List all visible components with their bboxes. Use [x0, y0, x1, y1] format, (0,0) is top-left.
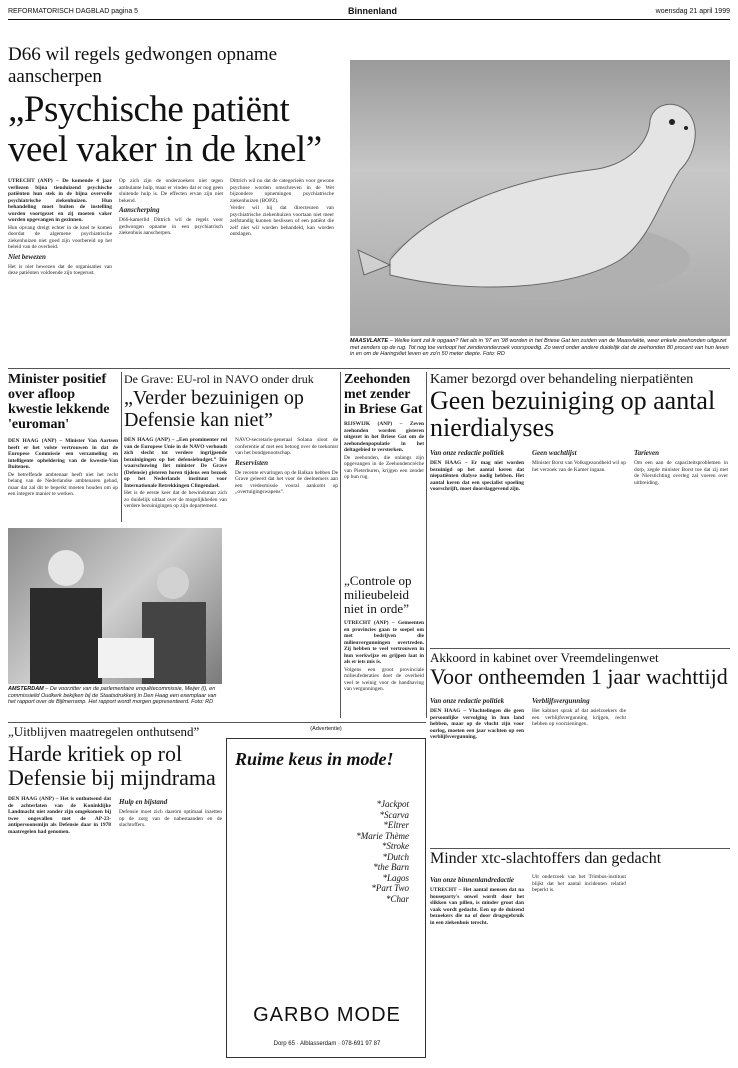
lead-paragraph: DEN HAAG (ANP) – „Een prominenter rol van de Europese Unie in de NAVO verhoudt zich slecht tot verdere ingrijpende bezuinigingen op het defensiebudget.” Die waarschuwing liet minister De Grave (Defensie) gisteren horen tijdens een bezoek op het Nederlands instituut voor Internationale Betrekkingen Clingendael. — [124, 437, 227, 489]
headline: Geen bezuiniging op aantal nierdialyses — [430, 386, 716, 442]
paragraph: Verder wil hij dat directeuren van psychiatrische ziekenhuizen voortaan niet meer zelfstandig kunnen beslissen of een patiënt die zelf niet wil worden behandeld, kan worden ontslagen. — [230, 205, 334, 237]
ad-address: Dorp 65 · Alblasserdam · 078-691 97 87 — [273, 1041, 381, 1047]
divider — [8, 368, 730, 369]
seal-photo-caption: MAASVLAKTE – Welke kant zal ik opgaan? Net als in '97 en '98 worden in het Briese Gat ten zuiden van de Maasvlakte, weer enkele zeehonden uitgezet met zenders op de rug. Tot nog toe verloopt het zenderonderzoek voorspoedig. Zo werd onder andere duidelijk dat de zeehonden 80 procent van hun leven in en om de Haringvliet leven en zo'n 50 meter diepte. Foto: RD — [350, 338, 729, 358]
kicker: Kamer bezorgd over behandeling nierpatiënten — [430, 372, 694, 387]
story-nierdialyses — [430, 372, 730, 646]
paragraph: Volgens een groot provinciale milieufederaties doet de overheid veel te weinig voor de handhaving van vergunningen. — [344, 666, 424, 692]
column-1 — [430, 874, 524, 927]
ad-brand-item: *Scarva — [379, 809, 409, 820]
enquete-photo — [8, 528, 222, 684]
paragraph: Hun opvang dreigt echter in de knel te komen doordat de algemene psychiatrische ziekenhuizen niet goed zijn voorbereid op het beleid van de overheid. — [8, 224, 112, 250]
lead-paragraph: UTRECHT (ANP) – Gemeenten en provincies gaan te soepel om met bedrijven die milieuvergunningen overtreden. Zij hebben te veel vertrouwen in hun werkwijze en grijpen laat in als er iets mis is. — [344, 620, 424, 665]
kicker: Akkoord in kabinet over Vreemdelingenwet — [430, 650, 659, 665]
seal-icon — [350, 60, 730, 336]
lead-paragraph: DEN HAAG (ANP) – Minister Van Aartsen heeft er het volste vertrouwen in dat de Europese Commissie een verzameling en intelligente opheldering van de kwestie-Van Buitenen. — [8, 438, 118, 470]
column-2 — [119, 178, 223, 380]
ad-brand-item: *Char — [385, 893, 409, 904]
story-xtc — [430, 850, 730, 1060]
paper-name: REFORMATORISCH DAGBLAD pagina 5 — [8, 8, 139, 15]
lead-paragraph: DEN HAAG – Er mag niet worden bezuinigd op het aantal keren dat niepatiënten dialyse nodig hebben. Het aantal keren dat een specialist spoeling voorschrijft, moet doorslaggevend zijn. — [430, 460, 524, 492]
ad-brand-item: *Part Two — [371, 883, 409, 893]
column-2 — [119, 796, 222, 836]
photo-credit: Foto: RD — [482, 351, 505, 358]
caption-label: AMSTERDAM — [8, 686, 44, 692]
divider — [426, 372, 427, 718]
story-euroman — [8, 372, 118, 522]
paragraph: Op zich zijn de onderzoekers niet tegen ambulante hulp, maar er vinden dat er nog geen sluitende hulp is. De effecten ervan zijn niet bekend. — [119, 178, 223, 204]
story-zeehonden — [344, 372, 424, 572]
story-body — [344, 620, 424, 693]
headline: Voor ontheemden 1 jaar wachttijd — [430, 664, 728, 689]
ad-store-name: GARBO MODE — [253, 1004, 401, 1026]
story-mijndrama — [8, 724, 222, 1060]
divider — [430, 848, 730, 849]
paragraph: D66-kamerlid Dittrich wil de regels voor gedwongen opname in een psychiatrisch ziekenhuis aanscherpen. — [119, 217, 223, 236]
column-1 — [8, 796, 111, 836]
divider — [8, 722, 426, 723]
paragraph: De zeehonden, die onlangs zijn opgevangen in de Zeehondencrèche van Pieterburen, krijgen een zender op hun rug. — [344, 454, 424, 480]
advertisement — [226, 738, 426, 1058]
byline: Van onze redactie politiek — [430, 697, 505, 705]
subhead: Verblijfsvergunning — [532, 697, 590, 705]
lead-paragraph: UTRECHT – Het aantal mensen dat na houseparty's onwel wordt door het slikken van pillen, is minder groot dan vaak wordt gedacht. Een op de duizend bezoekers die na of door drugsgebruik in een ziekenhuis terecht. — [430, 887, 524, 926]
lead-paragraph: DEN HAAG – Vluchtelingen die geen persoonlijke vervolging in hun land hebben, maar op de vlucht zijn voor oorlog, moeten een jaar wachten op een verblijfsvergunning. — [430, 708, 524, 740]
subhead: Niet bewezen — [8, 252, 46, 261]
photo-credit: Foto: RD — [191, 699, 214, 706]
story-body — [8, 438, 118, 498]
subhead: Geen wachtlijst — [532, 449, 577, 457]
ad-brand-list — [356, 799, 409, 904]
column-1 — [430, 447, 524, 494]
byline: Van onze redactie politiek — [430, 449, 505, 457]
subhead: Hulp en bijstand — [119, 798, 168, 806]
story-body — [124, 437, 338, 511]
headline: Zeehonden met zender in Briese Gat — [344, 372, 423, 417]
lead-paragraph: DEN HAAG (ANP) – Het is onthutsend dat de achterlaten van de Koninklijke Landmacht niet zonder zijn omgekomen bij twee ongevallen met de AP-23-antipersoonsmijn als Defensie daar in 1978 maatregelen had genomen. — [8, 796, 111, 835]
divider — [121, 372, 122, 522]
headline: Harde kritiek op rol Defensie bij mijndrama — [8, 741, 216, 790]
story-body — [430, 874, 730, 927]
headline: „Controle op milieubeleid niet in orde” — [344, 574, 412, 616]
lead-paragraph: RIJSWIJK (ANP) – Zeven zeehonden worden gisteren uitgezet in het Briese Gat om de zeehondenpopulatie in het deltagebied te versterken. — [344, 421, 424, 453]
column-3 — [634, 447, 728, 494]
column-3 — [230, 178, 334, 380]
ad-brand-item: *Stroke — [381, 841, 409, 851]
headline: „Psychische patiënt veel vaker in de knel” — [8, 89, 322, 170]
ad-brand-item: *Eltrer — [383, 820, 409, 830]
paragraph: De betreffende ambtenaar heeft niet het recht belang van de Nederlandse ambtenaren gehad, maar dat zal dit te beperkt moeten houden om op een integere manier te werken. — [8, 471, 118, 497]
kicker: D66 wil regels gedwongen opname aanscherpen — [8, 44, 278, 87]
column-1 — [124, 437, 227, 511]
enquete-photo-caption: AMSTERDAM – De voorzitter van de parlementaire enquêtecommissie, Meijer (l), en commissielid Oudkerk bekijken bij de Staatsdrukkerij in Den Haag een exemplaar van het rapport over de Bijlmerramp. Het rapport wordt morgen gepresenteerd. Foto: RD — [8, 686, 217, 706]
page-date: woensdag 21 april 1999 — [655, 8, 730, 15]
kicker: „Uitblijven maatregelen onthutsend” — [8, 724, 200, 739]
column-2 — [532, 447, 626, 494]
story-milieubeleid — [344, 574, 424, 718]
ad-brand-item: *Lagos — [382, 872, 409, 883]
column-2 — [532, 874, 626, 927]
caption-text: De voorzitter van de parlementaire enquêtecommissie, Meijer (l), en commissielid Oudkerk bekijken bij de Staatsdrukkerij in Den Haag een exemplaar van het rapport over de Bijlmerramp. Het rapport wordt morgen gepresenteerd. — [8, 686, 217, 706]
story-body — [8, 178, 346, 380]
caption-label: MAASVLAKTE — [350, 338, 389, 344]
ad-brand-item: *Marie Thème — [356, 830, 409, 841]
lead-paragraph: UTRECHT (ANP) – De komende 4 jaar verliezen bijna tienduizend psychische patiënten hun stek in de bijna overvolle psychiatrische ziekenhuizen. Hun behandeling moet buiten de instelling worden voortgezet en zij moeten vaker worden opgevangen in gezinnen. — [8, 178, 112, 223]
ad-brand-item: *the Barn — [373, 862, 409, 872]
column-3 — [634, 695, 728, 742]
byline: Van onze binnenlandredactie — [430, 876, 515, 884]
section-name: Binnenland — [348, 6, 397, 16]
column-1 — [8, 178, 112, 380]
paragraph: NAVO-secretaris-generaal Solana sloot de conferentie af met een betoog over de toekomst van het bondgenootschap. — [235, 437, 338, 456]
column-2 — [532, 695, 626, 742]
paragraph: Uit onderzoek van het Trimbos-instituut blijkt dat het aantal incidenten relatief beperkt is. — [532, 874, 626, 893]
ad-title: Ruime keus in mode! — [235, 749, 394, 769]
people-icon — [8, 528, 222, 684]
paragraph: Defensie moet zich daarom optimaal inzetten op de zorg van de nabestaanden en de slachtoffers. — [119, 809, 222, 828]
story-vreemdelingenwet — [430, 650, 730, 846]
paragraph: Om een aan de capaciteitsproblemen in dorp, zegde minister Borst toe dat zij met de Nierstichting overleg zal voeren over uitbreiding. — [634, 460, 728, 486]
paragraph: Het is niet bewezen dat de organisaties van deze patiënten voldoende zijn toegerust. — [8, 263, 112, 276]
seal-photo — [350, 60, 730, 336]
story-body — [430, 695, 730, 742]
subhead: Tarieven — [634, 449, 660, 457]
column-2 — [235, 437, 338, 511]
paragraph: Minister Borst van Volksgezondheid wil op het verzoek van de Kamer ingaan. — [532, 460, 626, 473]
kicker: De Grave: EU-rol in NAVO onder druk — [124, 372, 314, 386]
story-body — [344, 421, 424, 481]
story-psychische-patient — [8, 44, 346, 380]
story-body — [430, 447, 730, 494]
kicker: Minder xtc-slachtoffers dan gedacht — [430, 850, 662, 867]
subhead: Reservisten — [235, 458, 269, 467]
paragraph: Het kabinet sprak af dat asielzoekers die een verblijfsvergunning krijgen, recht hebben op voorzieningen. — [532, 708, 626, 727]
column-3 — [634, 874, 728, 927]
headline: Minister positief over afloop kwestie lekkende 'euroman' — [8, 372, 110, 432]
caption-text: Welke kant zal ik opgaan? Net als in '97 en '98 worden in het Briese Gat ten zuiden van de Maasvlakte, weer enkele zeehonden uitgezet met zenders op de rug. Tot nog toe verloopt het zenderonderzoek voorspoedig. Zo werd onder andere duidelijk dat de zeehonden 80 procent van hun leven in en om de Haringvliet leven en zo'n 50 meter diepte. — [350, 338, 729, 358]
paragraph: De recente ervaringen op de Balkan hebben De Grave geleerd dat het voor de deelnemers aan een vredesmissie vooral aankomt op „overtuigingswapens”. — [235, 469, 338, 495]
story-body — [8, 796, 222, 836]
column-1 — [430, 695, 524, 742]
ad-brand-item: *Jackpot — [376, 799, 409, 809]
ad-tag: (Advertentie) — [310, 726, 342, 732]
paragraph: Het is de eerste keer dat de bewindsman zich zo duidelijk uitlaat over de mogelijkheden van verdere bezuinigingen op zijn departement. — [124, 490, 227, 509]
divider — [340, 372, 341, 718]
paragraph: Dittrich wil nu dat de categorieën voor gewone psychose worden omschreven in de Wet bijzondere opnemingen psychiatrische ziekenhuizen (BOPZ). — [230, 178, 334, 204]
headline: „Verder bezuinigen op Defensie kan niet” — [124, 387, 304, 431]
ad-brand-item: *Dutch — [382, 851, 409, 862]
subhead: Aanscherping — [119, 206, 160, 214]
divider — [430, 648, 730, 649]
running-header — [8, 6, 730, 20]
